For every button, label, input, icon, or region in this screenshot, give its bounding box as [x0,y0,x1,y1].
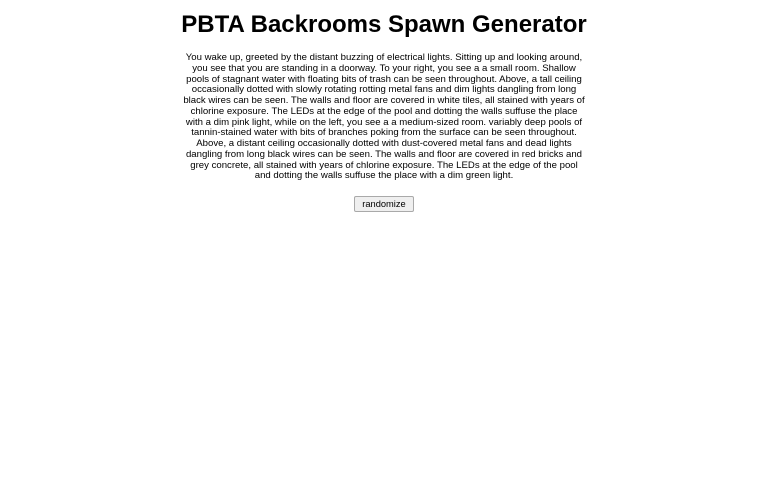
randomize-button[interactable]: randomize [354,196,413,212]
description-container [182,38,587,182]
page-container [0,0,768,212]
spawn-description-text: You wake up, greeted by the distant buzzing of electrical lights. Sitting up and looking around, you see that you are standing in a doorway. To your right, you see a a small room. Shallow pools of stagnant water with floating bits of trash can be seen throughout. Above, a tall ceiling occasionally dotted with slowly rotating rotting metal fans and dim lights dangling from long black wires can be seen. The walls and floor are covered in white tiles, all stained with years of chlorine exposure. The LEDs at the edge of the pool and dotting the walls suffuse the place with a dim pink light, while on the left, you see a a medium-sized room. variably deep pools of tannin-stained water with bits of branches poking from the surface can be seen throughout. Above, a distant ceiling occasionally dotted with dust-covered metal fans and dead lights dangling from long black wires can be seen. The walls and floor are covered in red bricks and grey concrete, all stained with years of chlorine exposure. The LEDs at the edge of the pool and dotting the walls suffuse the place with a dim green light. [183,52,585,182]
page-title: PBTA Backrooms Spawn Generator [181,11,587,38]
controls-row [0,182,768,212]
